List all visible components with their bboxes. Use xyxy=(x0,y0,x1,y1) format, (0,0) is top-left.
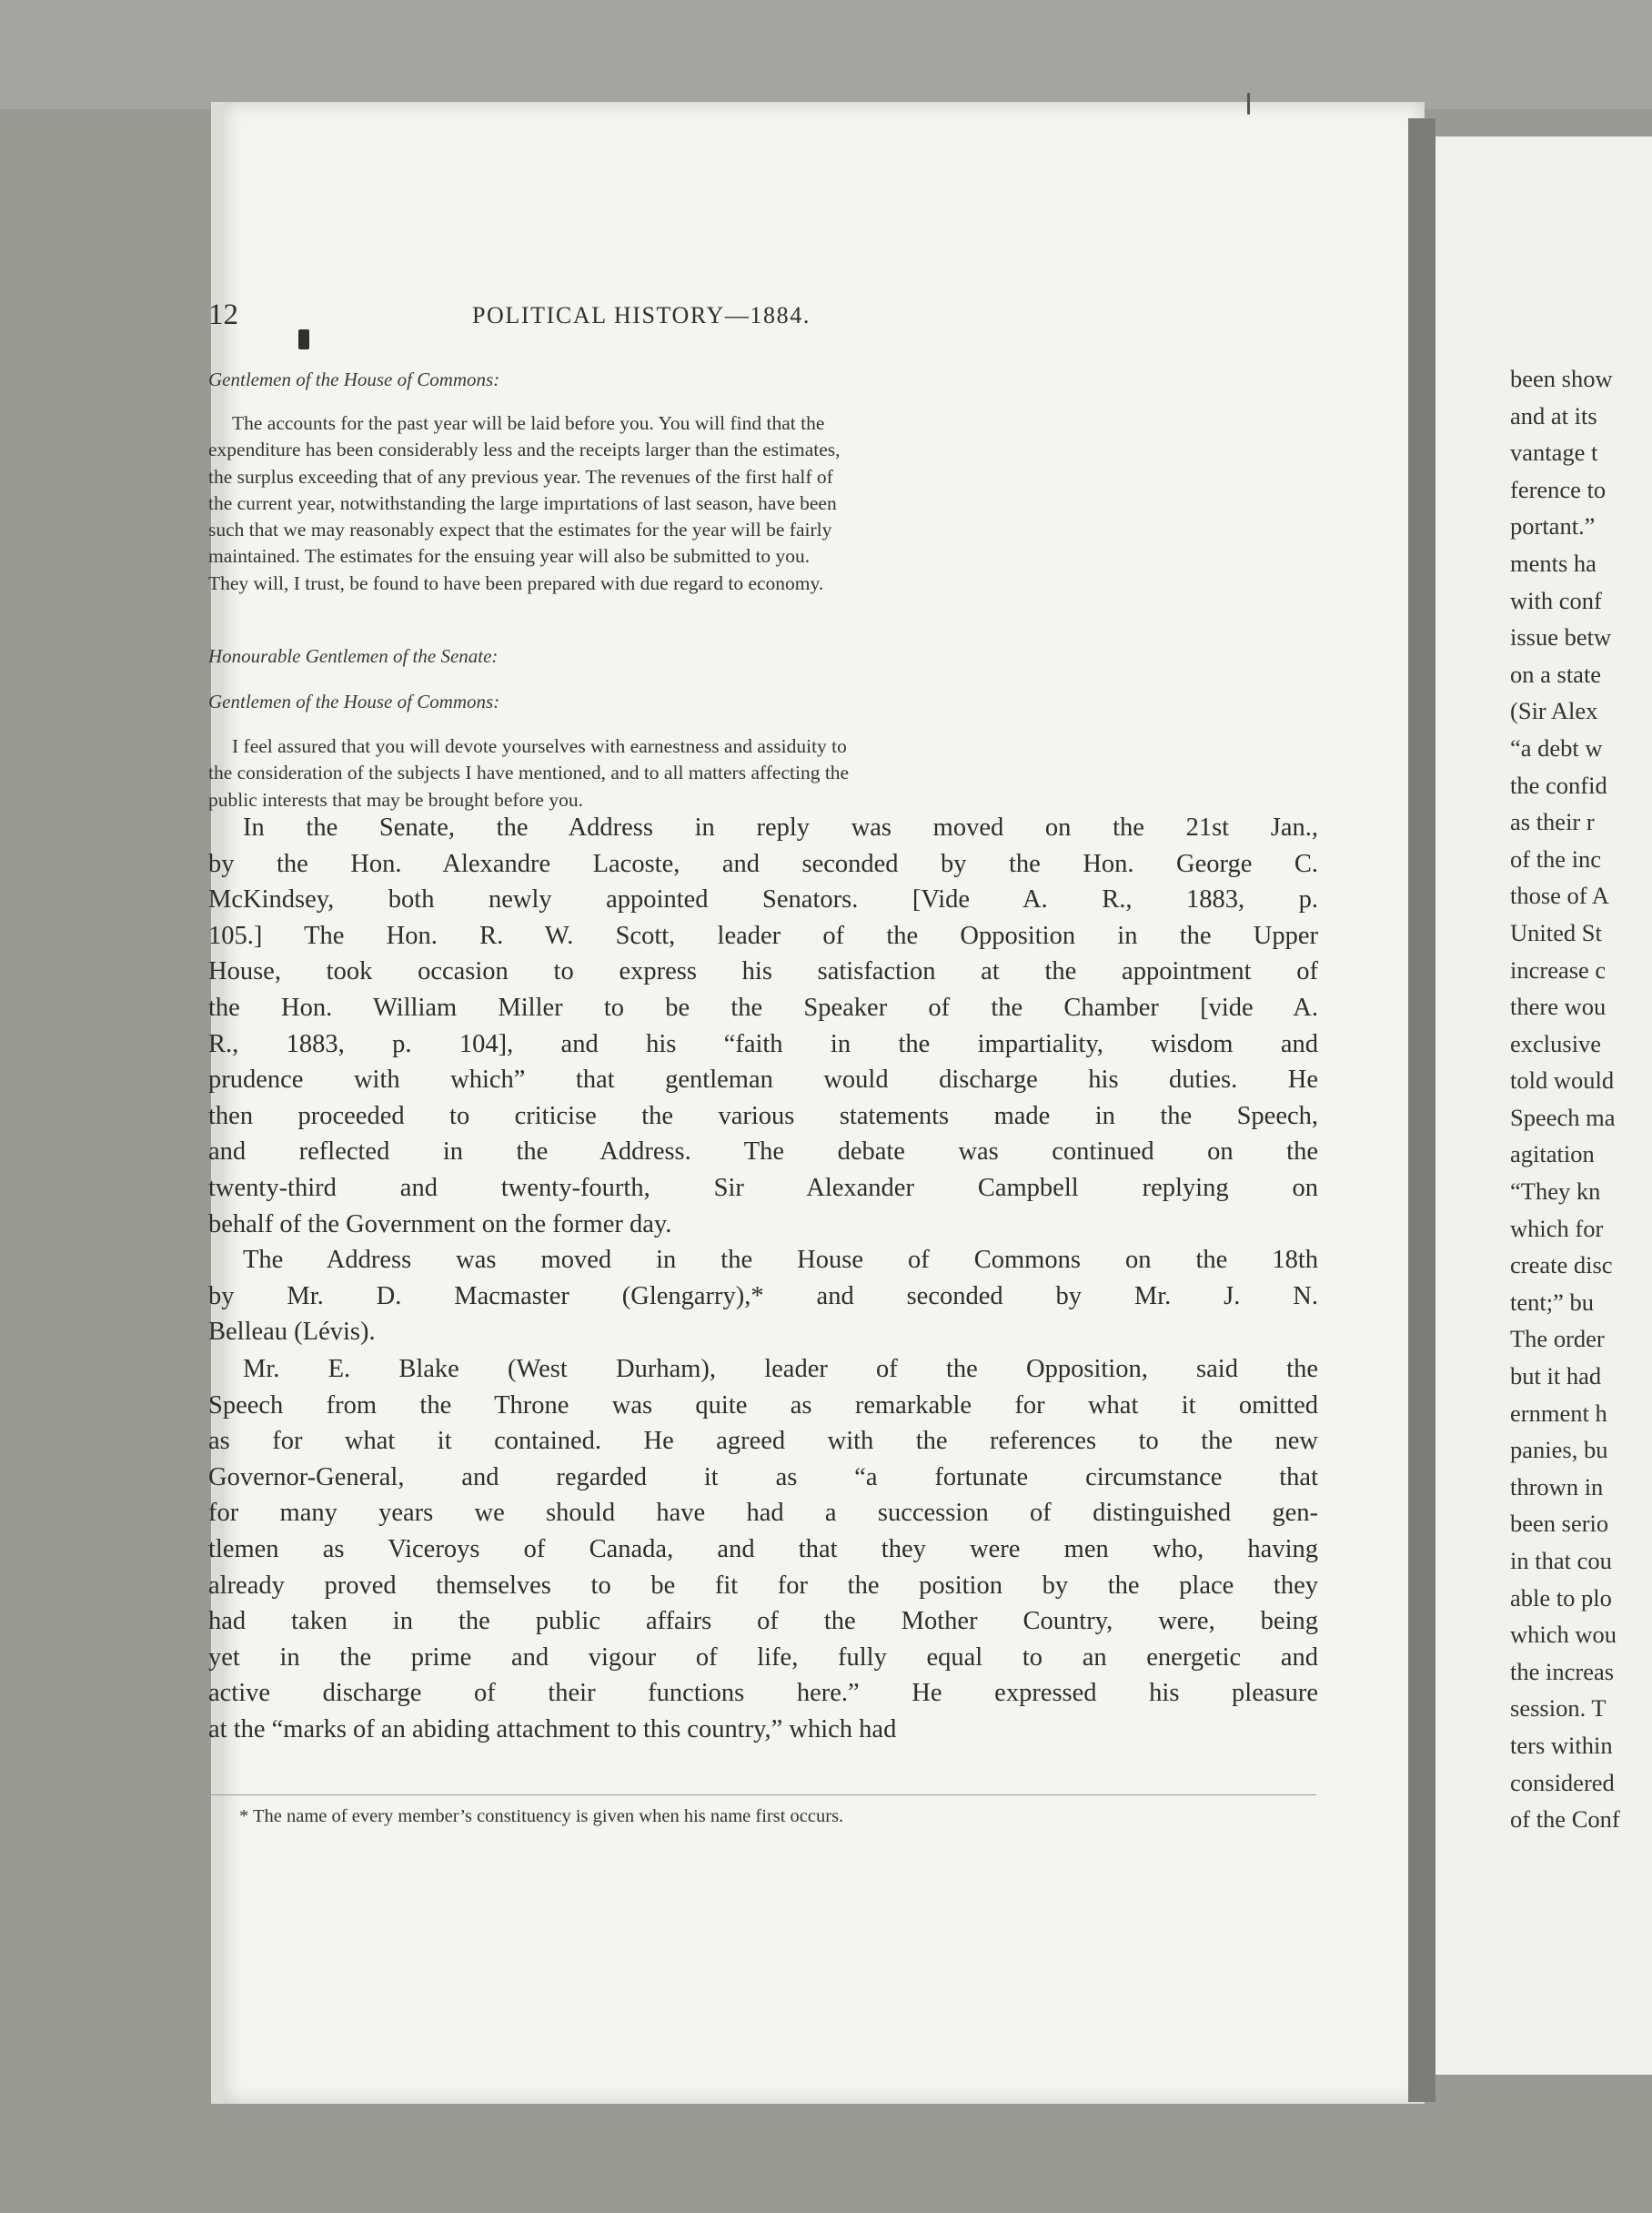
text-line: with conf xyxy=(1510,586,1602,614)
text-line: the current year, notwithstanding the large impırtations of last season, have been xyxy=(208,491,837,514)
text-line: The Address was moved in the House of Commons on the 18th xyxy=(243,1246,1318,1274)
text-line: expenditure has been considerably less and the receipts larger than the estimates, xyxy=(208,439,841,461)
text-line: those of A xyxy=(1510,882,1609,910)
text-line: the increas xyxy=(1510,1657,1615,1685)
text-line: Belleau (Lévis). xyxy=(208,1318,376,1347)
text-line: in that cou xyxy=(1510,1547,1612,1574)
text-line: portant.” xyxy=(1510,512,1596,541)
text-line: (Sir Alex xyxy=(1510,697,1598,725)
text-line: been show xyxy=(1510,365,1613,392)
text-line: R., 1883, p. 104], and his “faith in the impartiality, wisdom and xyxy=(208,1029,1318,1058)
text-line: ference to xyxy=(1510,475,1607,503)
text-line: the confid xyxy=(1510,771,1607,799)
text-line: such that we may reasonably expect that the estimates for the year will be fairly xyxy=(208,519,832,541)
text-line: “a debt w xyxy=(1510,733,1603,762)
text-line: 105.] The Hon. R. W. Scott, leader of the Opposition in the Upper xyxy=(208,921,1318,950)
salutation-commons: Gentlemen of the House of Commons: xyxy=(208,369,500,390)
page-gutter-shadow xyxy=(1408,118,1435,2102)
text-line: the Hon. William Miller to be the Speaker of the Chamber [vide A. xyxy=(208,993,1318,1022)
text-line: twenty-third and twenty-fourth, Sir Alexander Campbell replying on xyxy=(208,1173,1318,1202)
text-line: ters within xyxy=(1510,1731,1613,1759)
text-line: The accounts for the past year will be laid before you. You will find that the xyxy=(232,412,825,434)
text-line: and at its xyxy=(1510,401,1597,429)
text-line: at the “marks of an abiding attachment to this country,” which had xyxy=(208,1714,897,1743)
text-line: I feel assured that you will devote yourselves with earnestness and assiduity to xyxy=(232,735,847,757)
text-line: able to plo xyxy=(1510,1583,1612,1612)
text-line: maintained. The estimates for the ensuing year will also be submitted to you. xyxy=(208,545,811,568)
text-line: exclusive xyxy=(1510,1029,1602,1057)
text-line: and reflected in the Address. The debate was continued on the xyxy=(208,1137,1318,1167)
footnote: * The name of every member’s constituency is given when his name first occurs. xyxy=(239,1806,844,1826)
text-line: prudence with which” that gentleman would discharge his duties. He xyxy=(208,1066,1318,1095)
text-line: considered xyxy=(1510,1768,1615,1796)
text-line: thrown in xyxy=(1510,1472,1604,1501)
salutation-senate: Honourable Gentlemen of the Senate: xyxy=(208,645,499,667)
text-line: ments ha xyxy=(1510,549,1597,577)
text-line: They will, I trust, be found to have been prepared with due regard to economy. xyxy=(208,571,824,594)
text-line: House, took occasion to express his satisfaction at the appointment of xyxy=(208,957,1318,986)
speech-paragraph-closing xyxy=(208,733,1318,813)
text-line: told would xyxy=(1510,1066,1615,1095)
text-line: “They kn xyxy=(1510,1177,1601,1206)
text-line: which wou xyxy=(1510,1621,1617,1649)
text-line: create disc xyxy=(1510,1251,1613,1279)
text-line: of the inc xyxy=(1510,844,1602,873)
text-line: which for xyxy=(1510,1214,1604,1242)
text-line: the surplus exceeding that of any previous year. The revenues of the first half of xyxy=(208,465,833,488)
text-line: agitation xyxy=(1510,1140,1595,1168)
text-line: Mr. E. Blake (West Durham), leader of the Opposition, said the xyxy=(243,1355,1318,1383)
body-paragraph-blake xyxy=(208,1351,1318,1748)
text-line: Governor-General, and regarded it as “a fortunate circumstance that xyxy=(208,1462,1318,1491)
right-page-column xyxy=(1510,360,1652,1838)
text-line: but it had xyxy=(1510,1362,1602,1390)
right-page xyxy=(1435,136,1652,2075)
scan-background xyxy=(0,0,1652,109)
text-line: increase c xyxy=(1510,955,1607,984)
text-line: United St xyxy=(1510,918,1602,946)
text-line: on a state xyxy=(1510,660,1602,688)
text-line: Speech ma xyxy=(1510,1103,1616,1131)
text-line: had taken in the public affairs of the Mother Country, were, being xyxy=(208,1607,1318,1636)
text-line: In the Senate, the Address in reply was moved on the 21st Jan., xyxy=(243,813,1318,842)
text-line: The order xyxy=(1510,1325,1605,1353)
text-line: McKindsey, both newly appointed Senators. [Vide A. R., 1883, p. xyxy=(208,885,1318,915)
text-line: panies, bu xyxy=(1510,1436,1608,1464)
text-line: Speech from the Throne was quite as remarkable for what it omitted xyxy=(208,1390,1318,1420)
text-line: active discharge of their functions here.” He expressed his pleasure xyxy=(208,1679,1318,1708)
text-line: there wou xyxy=(1510,993,1607,1021)
page-number: 12 xyxy=(208,298,238,331)
text-line: for many years we should have had a succession of distinguished gen- xyxy=(208,1499,1318,1528)
text-line: yet in the prime and vigour of life, fully equal to an energetic and xyxy=(208,1642,1318,1672)
text-line: tent;” bu xyxy=(1510,1288,1594,1316)
text-line: issue betw xyxy=(1510,623,1612,652)
text-line: of the Conf xyxy=(1510,1805,1620,1834)
text-line: vantage t xyxy=(1510,439,1598,467)
text-line: public interests that may be brought before you. xyxy=(208,788,583,811)
text-line: tlemen as Viceroys of Canada, and that they were men who, having xyxy=(208,1534,1318,1563)
text-line: as their r xyxy=(1510,808,1595,836)
text-line: as for what it contained. He agreed with the references to the new xyxy=(208,1427,1318,1456)
text-line: by the Hon. Alexandre Lacoste, and seconded by the Hon. George C. xyxy=(208,849,1318,878)
text-line: been serio xyxy=(1510,1510,1609,1538)
page-header xyxy=(208,298,1320,335)
speech-paragraph-accounts xyxy=(208,410,1318,597)
text-line: by Mr. D. Macmaster (Glengarry),* and seconded by Mr. J. N. xyxy=(208,1281,1318,1310)
text-line: already proved themselves to be fit for the position by the place they xyxy=(208,1571,1318,1600)
text-line: then proceeded to criticise the various statements made in the Speech, xyxy=(208,1101,1318,1130)
body-paragraph-senate xyxy=(208,810,1318,1242)
text-line: ernment h xyxy=(1510,1399,1607,1427)
footnote-rule xyxy=(208,1794,1316,1795)
running-title: POLITICAL HISTORY—1884. xyxy=(472,302,811,328)
text-line: the consideration of the subjects I have mentioned, and to all matters affecting the xyxy=(208,762,850,784)
text-line: behalf of the Government on the former day. xyxy=(208,1209,672,1238)
scan-speck xyxy=(1247,93,1250,115)
body-paragraph-commons xyxy=(208,1242,1318,1350)
text-line: session. T xyxy=(1510,1694,1607,1723)
salutation-commons: Gentlemen of the House of Commons: xyxy=(208,691,500,712)
